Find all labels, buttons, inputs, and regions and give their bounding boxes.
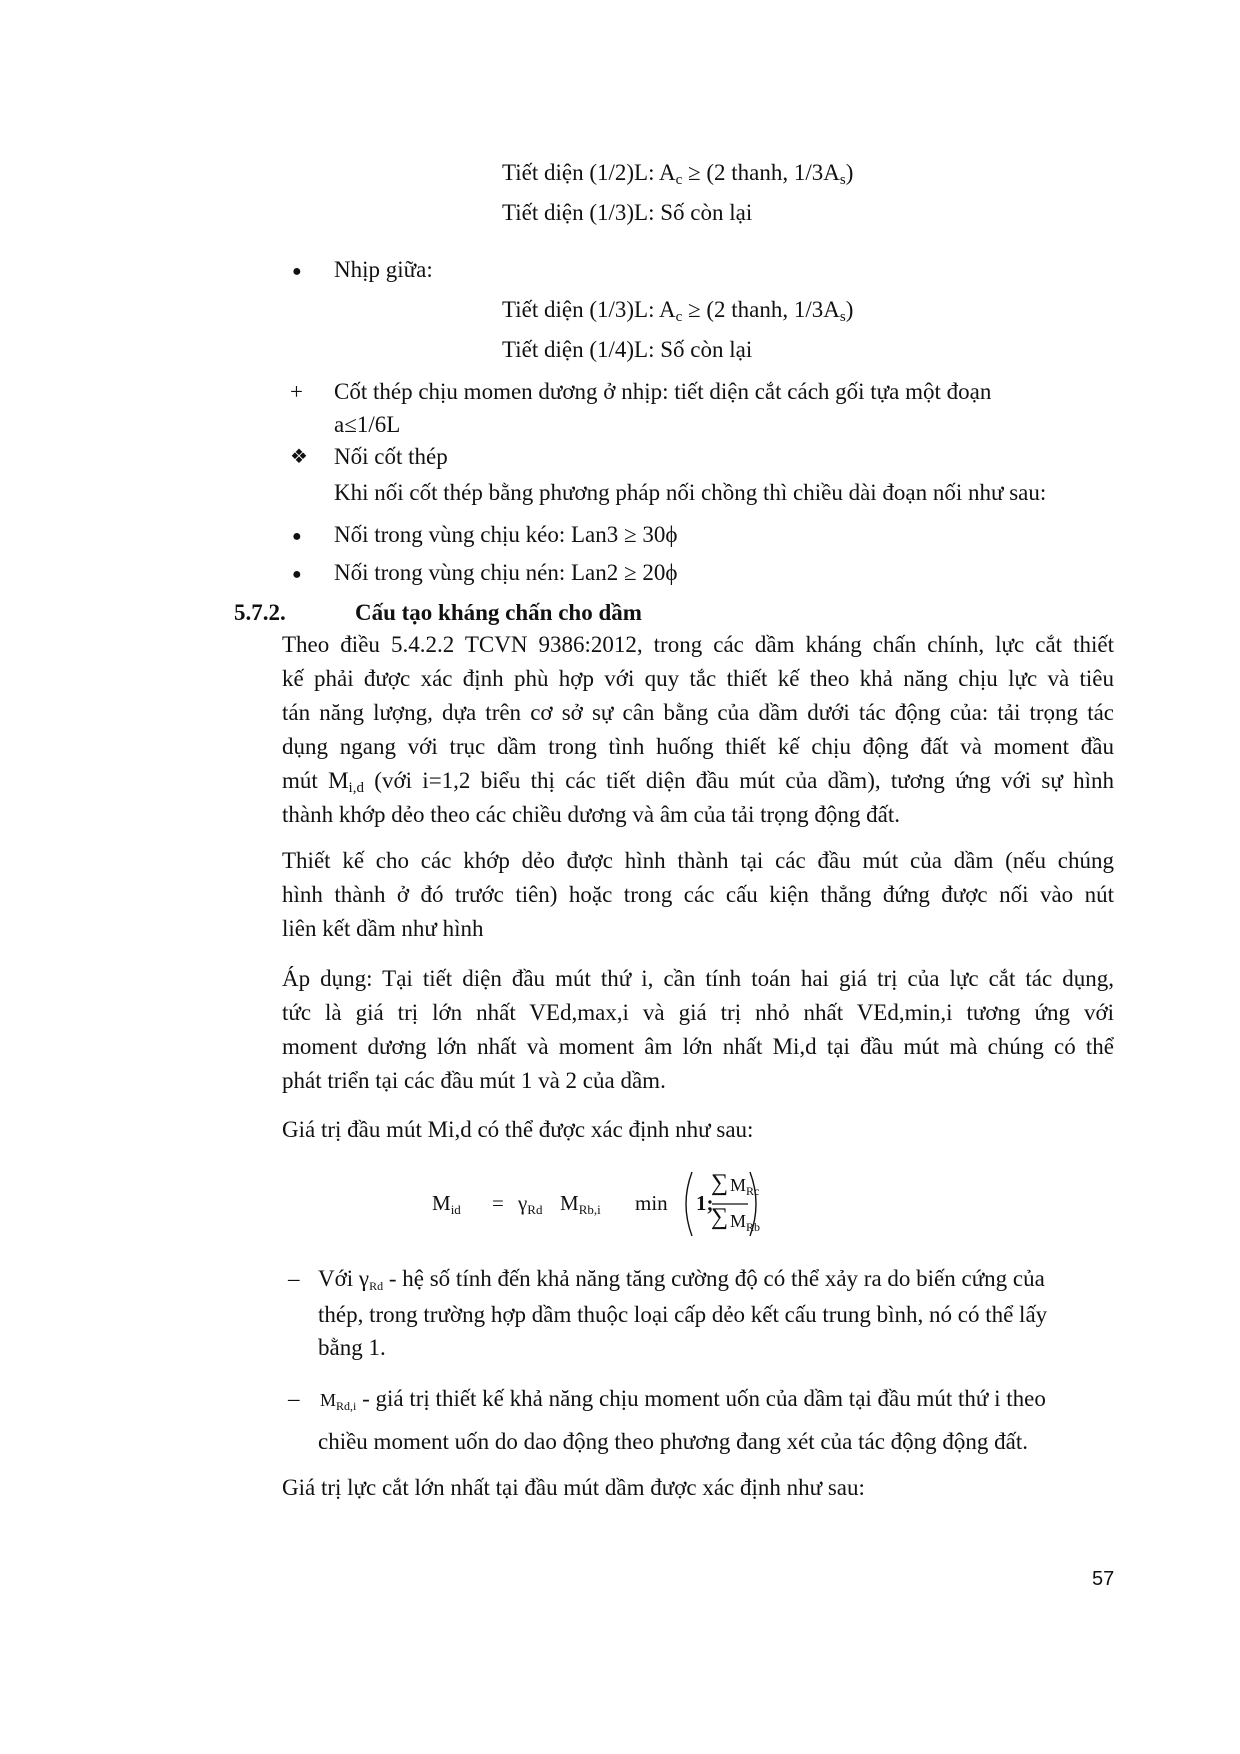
section-number: 5.7.2.: [234, 600, 286, 625]
formula-mrb: $M_{Rb,i}$: [560, 1191, 601, 1217]
bullet-icon: ●: [292, 566, 302, 583]
para5-line: Giá trị lực cắt lớn nhất tại đầu mút dầm được xác định như sau:: [282, 1475, 865, 1500]
line-tiet-dien-1-4: Tiết diện (1/4)L: Số còn lại: [502, 337, 753, 362]
formula-sum-bottom: ∑: [711, 1204, 729, 1230]
formula-eq: =: [492, 1191, 504, 1215]
para3-line2: tức là giá trị lớn nhất VEd,max,i và giá trị nhỏ nhất VEd,min,i tương ứng với: [282, 1000, 1114, 1025]
line-noi-keo: Nối trong vùng chịu kéo: Lan3 ≥ 30ϕ: [334, 522, 678, 547]
bullet-icon: ●: [292, 263, 302, 280]
def2-line2: chiều moment uốn do dao động theo phương đang xét của tác động động đất.: [318, 1429, 1029, 1454]
dash-marker: –: [288, 1386, 300, 1411]
line-nhip-giua: Nhịp giữa:: [334, 257, 433, 282]
def2-line1: $M_{Rd,i}$ - giá trị thiết kế khả năng chịu moment uốn của dầm tại đầu mút thứ i theo: [320, 1386, 1046, 1413]
plus-marker: +: [290, 379, 303, 404]
line-noi-cot-thep: Nối cốt thép: [334, 444, 448, 469]
formula-lhs: $M_{id}$: [432, 1191, 461, 1217]
section-title: Cấu tạo kháng chấn cho dầm: [355, 600, 642, 625]
line-tiet-dien-1-2: Tiết diện (1/2)L: $A_c \ge (2$ thanh, $1/3A_s$): [502, 160, 854, 188]
para1-line4: dụng ngang với trục dầm trong tình huống thiết kế chịu động đất và moment đầu: [282, 734, 1114, 759]
para3-line3: moment dương lớn nhất và moment âm lớn nhất Mi,d tại đầu mút mà chúng có thể: [282, 1034, 1114, 1059]
para1-line6: thành khớp dẻo theo các chiều dương và âm của tải trọng động đất.: [282, 802, 900, 827]
para2-line1: Thiết kế cho các khớp dẻo được hình thành tại các đầu mút của dầm (nếu chúng: [282, 848, 1114, 873]
formula-sum-top: ∑: [711, 1170, 729, 1196]
formula-one: 1;: [696, 1191, 714, 1215]
def1-line3: bằng 1.: [318, 1335, 386, 1360]
formula-min: min: [635, 1191, 668, 1215]
line-tiet-dien-1-3-con-lai: Tiết diện (1/3)L: Số còn lại: [502, 200, 753, 225]
para1-line5: mút $M_{i,d}$ (với i=1,2 biểu thị các tiết diện đầu mút của dầm), tương ứng với sự hình: [282, 768, 1115, 796]
page-number: 57: [1092, 1568, 1115, 1590]
bullet-icon: ●: [292, 528, 302, 545]
para1-line1: Theo điều 5.4.2.2 TCVN 9386:2012, trong các dầm kháng chấn chính, lực cắt thiết: [282, 632, 1114, 657]
line-cot-thep-momen-duong: Cốt thép chịu momen dương ở nhịp: tiết diện cắt cách gối tựa một đoạn: [334, 379, 992, 404]
para1-line2: kế phải được xác định phù hợp với quy tắc thiết kế theo khả năng chịu lực và tiêu: [282, 666, 1114, 691]
line-noi-nen: Nối trong vùng chịu nén: Lan2 ≥ 20ϕ: [334, 560, 678, 585]
diamond-icon: ❖: [290, 446, 308, 468]
formula-num: $M_{Rc}$: [730, 1175, 760, 1198]
formula-den: $M_{Rb}$: [730, 1211, 761, 1234]
para1-line3: tán năng lượng, dựa trên cơ sở sự cân bằng của dầm dưới tác động của: tải trọng tác: [282, 700, 1114, 725]
def1-line1: Với $\gamma_{Rd}$ - hệ số tính đến khả năng tăng cường độ có thể xảy ra do biến cứng của: [318, 1266, 1045, 1293]
para3-line4: phát triển tại các đầu mút 1 và 2 của dầm.: [282, 1068, 666, 1093]
para2-line3: liên kết dầm như hình: [282, 916, 484, 941]
line-a-le-1-6L: a≤1/6L: [334, 412, 401, 437]
para4-line: Giá trị đầu mút Mi,d có thể được xác định như sau:: [282, 1117, 754, 1142]
def1-line2: thép, trong trường hợp dầm thuộc loại cấp dẻo kết cấu trung bình, nó có thể lấy: [318, 1302, 1048, 1327]
line-noi-desc: Khi nối cốt thép bằng phương pháp nối chồng thì chiều dài đoạn nối như sau:: [334, 480, 1047, 505]
formula-gamma: $\gamma_{Rd}$: [518, 1191, 543, 1217]
para2-line2: hình thành ở đó trước tiên) hoặc trong các cấu kiện thẳng đứng được nối vào nút: [282, 882, 1114, 907]
dash-marker: –: [288, 1266, 300, 1291]
formula-mid: [430, 1168, 760, 1238]
line-tiet-dien-1-3: Tiết diện (1/3)L: $A_c \ge (2$ thanh, $1/3A_s$): [502, 297, 854, 325]
para3-line1: Áp dụng: Tại tiết diện đầu mút thứ i, cần tính toán hai giá trị của lực cắt tác dụng,: [282, 966, 1114, 991]
